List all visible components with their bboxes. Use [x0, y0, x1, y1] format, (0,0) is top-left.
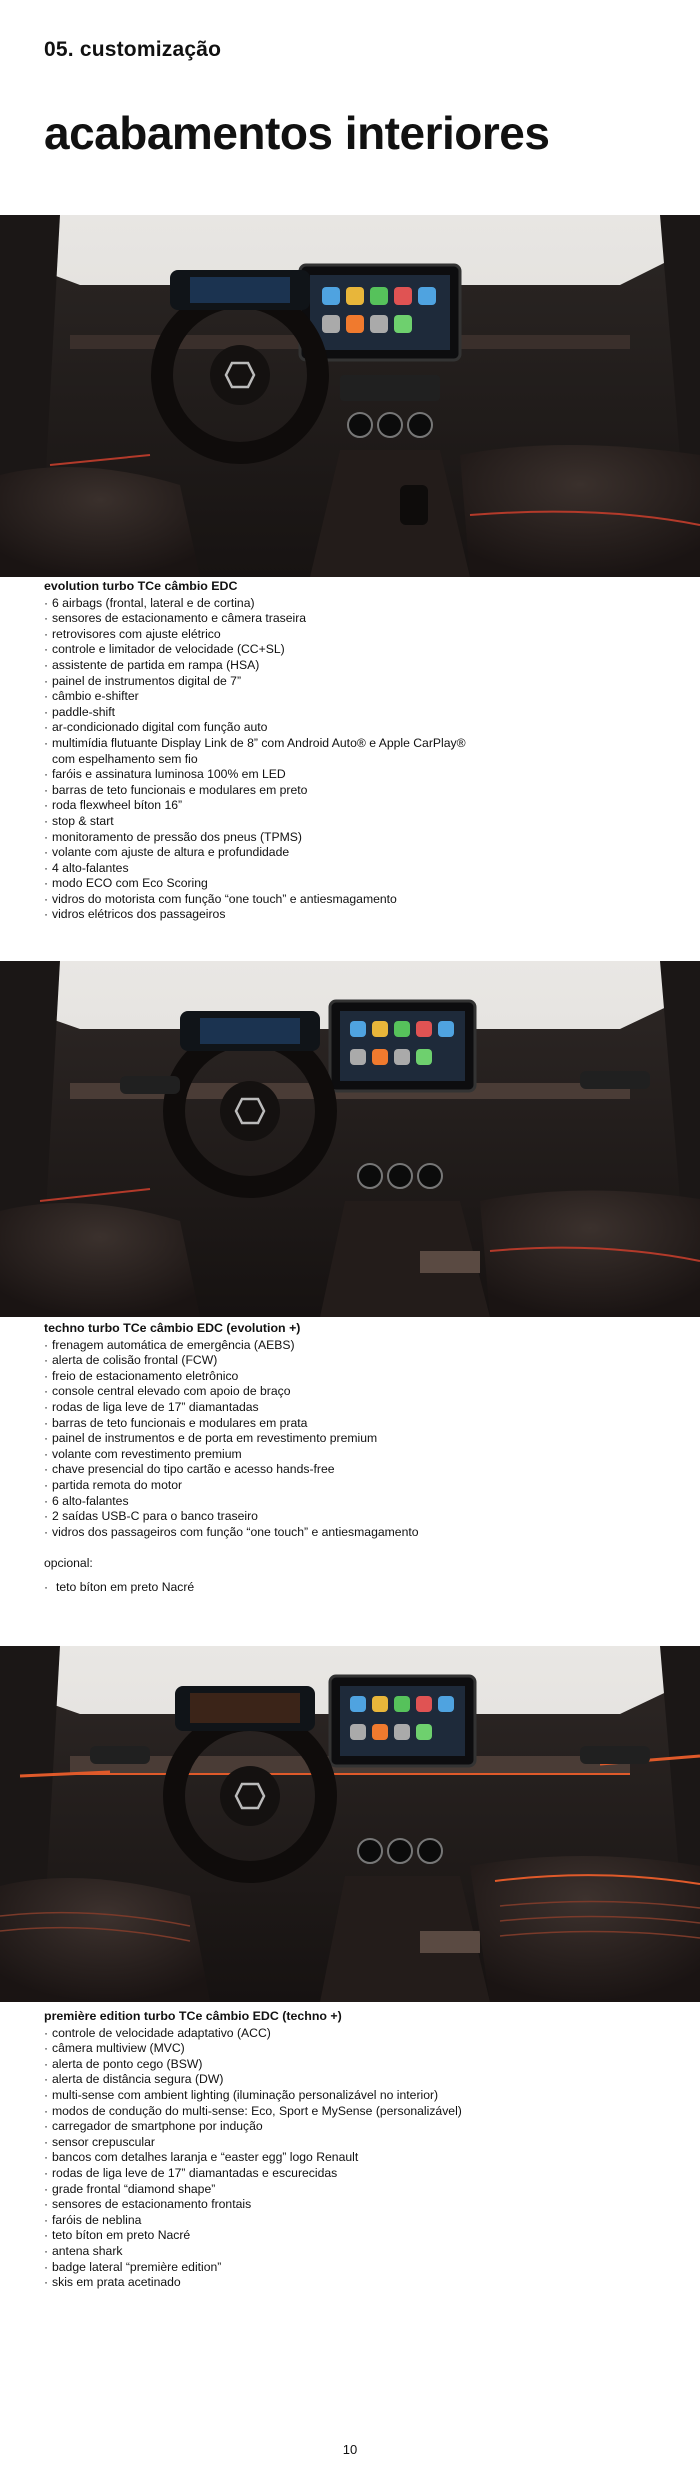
feature-list — [44, 2026, 664, 2291]
list-item: · multimídia flutuante Display Link de 8” com Android Auto® e Apple CarPlay® — [44, 735, 466, 750]
spec-premiere-edition — [44, 2009, 664, 2291]
list-item: · console central elevado com apoio de braço — [44, 1384, 291, 1399]
list-item: · sensores de estacionamento frontais — [44, 2197, 252, 2212]
list-item: · sensor crepuscular — [44, 2134, 155, 2149]
optional-label: opcional: — [44, 1556, 93, 1571]
list-item: · barras de teto funcionais e modulares em prata — [44, 1415, 308, 1430]
list-item: · antena shark — [44, 2243, 123, 2258]
list-item: · controle e limitador de velocidade (CC+SL) — [44, 642, 285, 657]
list-item: · chave presencial do tipo cartão e acesso hands-free — [44, 1462, 335, 1477]
list-item: · sensores de estacionamento e câmera traseira — [44, 611, 307, 626]
list-item: · volante com ajuste de altura e profundidade — [44, 845, 290, 860]
list-item: · retrovisores com ajuste elétrico — [44, 626, 221, 641]
list-item: · câmera multiview (MVC) — [44, 2041, 185, 2056]
list-item: · multi-sense com ambient lighting (iluminação personalizável no interior) — [44, 2087, 439, 2102]
feature-list — [44, 1338, 664, 1541]
section-label: 05. customização — [44, 38, 222, 61]
interior-photo-evolution — [0, 215, 700, 577]
list-item: · roda flexwheel bíton 16” — [44, 798, 183, 813]
list-item: · 4 alto-falantes — [44, 860, 129, 875]
list-item: · alerta de ponto cego (BSW) — [44, 2056, 203, 2071]
list-item: com espelhamento sem fio — [52, 751, 198, 766]
list-item: · modo ECO com Eco Scoring — [44, 876, 208, 891]
list-item: · monitoramento de pressão dos pneus (TPMS) — [44, 829, 302, 844]
list-item: · vidros elétricos dos passageiros — [44, 907, 226, 922]
list-item: · badge lateral “première edition” — [44, 2259, 222, 2274]
list-item: · barras de teto funcionais e modulares em preto — [44, 782, 308, 797]
optional-list — [44, 1580, 664, 1596]
list-item: · alerta de colisão frontal (FCW) — [44, 1353, 218, 1368]
list-item: · bancos com detalhes laranja e “easter egg” logo Renault — [44, 2150, 359, 2165]
list-item: · rodas de liga leve de 17” diamantadas e escurecidas — [44, 2165, 338, 2180]
list-item: · teto bíton em preto Nacré — [44, 2228, 191, 2243]
list-item: · ar-condicionado digital com função auto — [44, 720, 268, 735]
list-item: · 6 alto-falantes — [44, 1493, 129, 1508]
spec-techno — [44, 1321, 664, 1596]
list-item: · skis em prata acetinado — [44, 2275, 181, 2290]
spec-evolution — [44, 579, 664, 923]
list-item: · paddle-shift — [44, 704, 116, 719]
page-number: 10 — [342, 2442, 358, 2457]
list-item: · stop & start — [44, 813, 114, 828]
list-item: · frenagem automática de emergência (AEBS) — [44, 1337, 295, 1352]
list-item: · faróis e assinatura luminosa 100% em LED — [44, 767, 286, 782]
list-item: · painel de instrumentos e de porta em revestimento premium — [44, 1431, 378, 1446]
list-item: · assistente de partida em rampa (HSA) — [44, 657, 260, 672]
interior-photo-techno — [0, 961, 700, 1317]
list-item: · vidros do motorista com função “one touch” e antiesmagamento — [44, 891, 397, 906]
list-item: · painel de instrumentos digital de 7” — [44, 673, 242, 688]
list-item: · 6 airbags (frontal, lateral e de cortina) — [44, 595, 255, 610]
list-item: · grade frontal “diamond shape” — [44, 2181, 216, 2196]
list-item: · vidros dos passageiros com função “one touch” e antiesmagamento — [44, 1524, 419, 1539]
version-title: evolution turbo TCe câmbio EDC — [44, 579, 238, 593]
list-item: · modos de condução do multi-sense: Eco, Sport e MySense (personalizável) — [44, 2103, 462, 2118]
list-item: · teto bíton em preto Nacré — [44, 1579, 195, 1594]
list-item: · rodas de liga leve de 17” diamantadas — [44, 1399, 259, 1414]
page-title: acabamentos interiores — [44, 107, 550, 159]
optional-block — [44, 1556, 664, 1595]
list-item: · freio de estacionamento eletrônico — [44, 1368, 239, 1383]
list-item: · câmbio e-shifter — [44, 689, 139, 704]
list-item: · partida remota do motor — [44, 1477, 183, 1492]
list-item: · controle de velocidade adaptativo (ACC) — [44, 2025, 271, 2040]
list-item: · carregador de smartphone por indução — [44, 2119, 263, 2134]
version-title: première edition turbo TCe câmbio EDC (techno +) — [44, 2009, 342, 2023]
version-title: techno turbo TCe câmbio EDC (evolution +) — [44, 1321, 301, 1335]
list-item: · faróis de neblina — [44, 2212, 142, 2227]
interior-photo-premiere-edition — [0, 1646, 700, 2002]
list-item: · alerta de distância segura (DW) — [44, 2072, 224, 2087]
list-item: · volante com revestimento premium — [44, 1446, 242, 1461]
list-item: · 2 saídas USB-C para o banco traseiro — [44, 1509, 258, 1524]
feature-list — [44, 596, 664, 923]
